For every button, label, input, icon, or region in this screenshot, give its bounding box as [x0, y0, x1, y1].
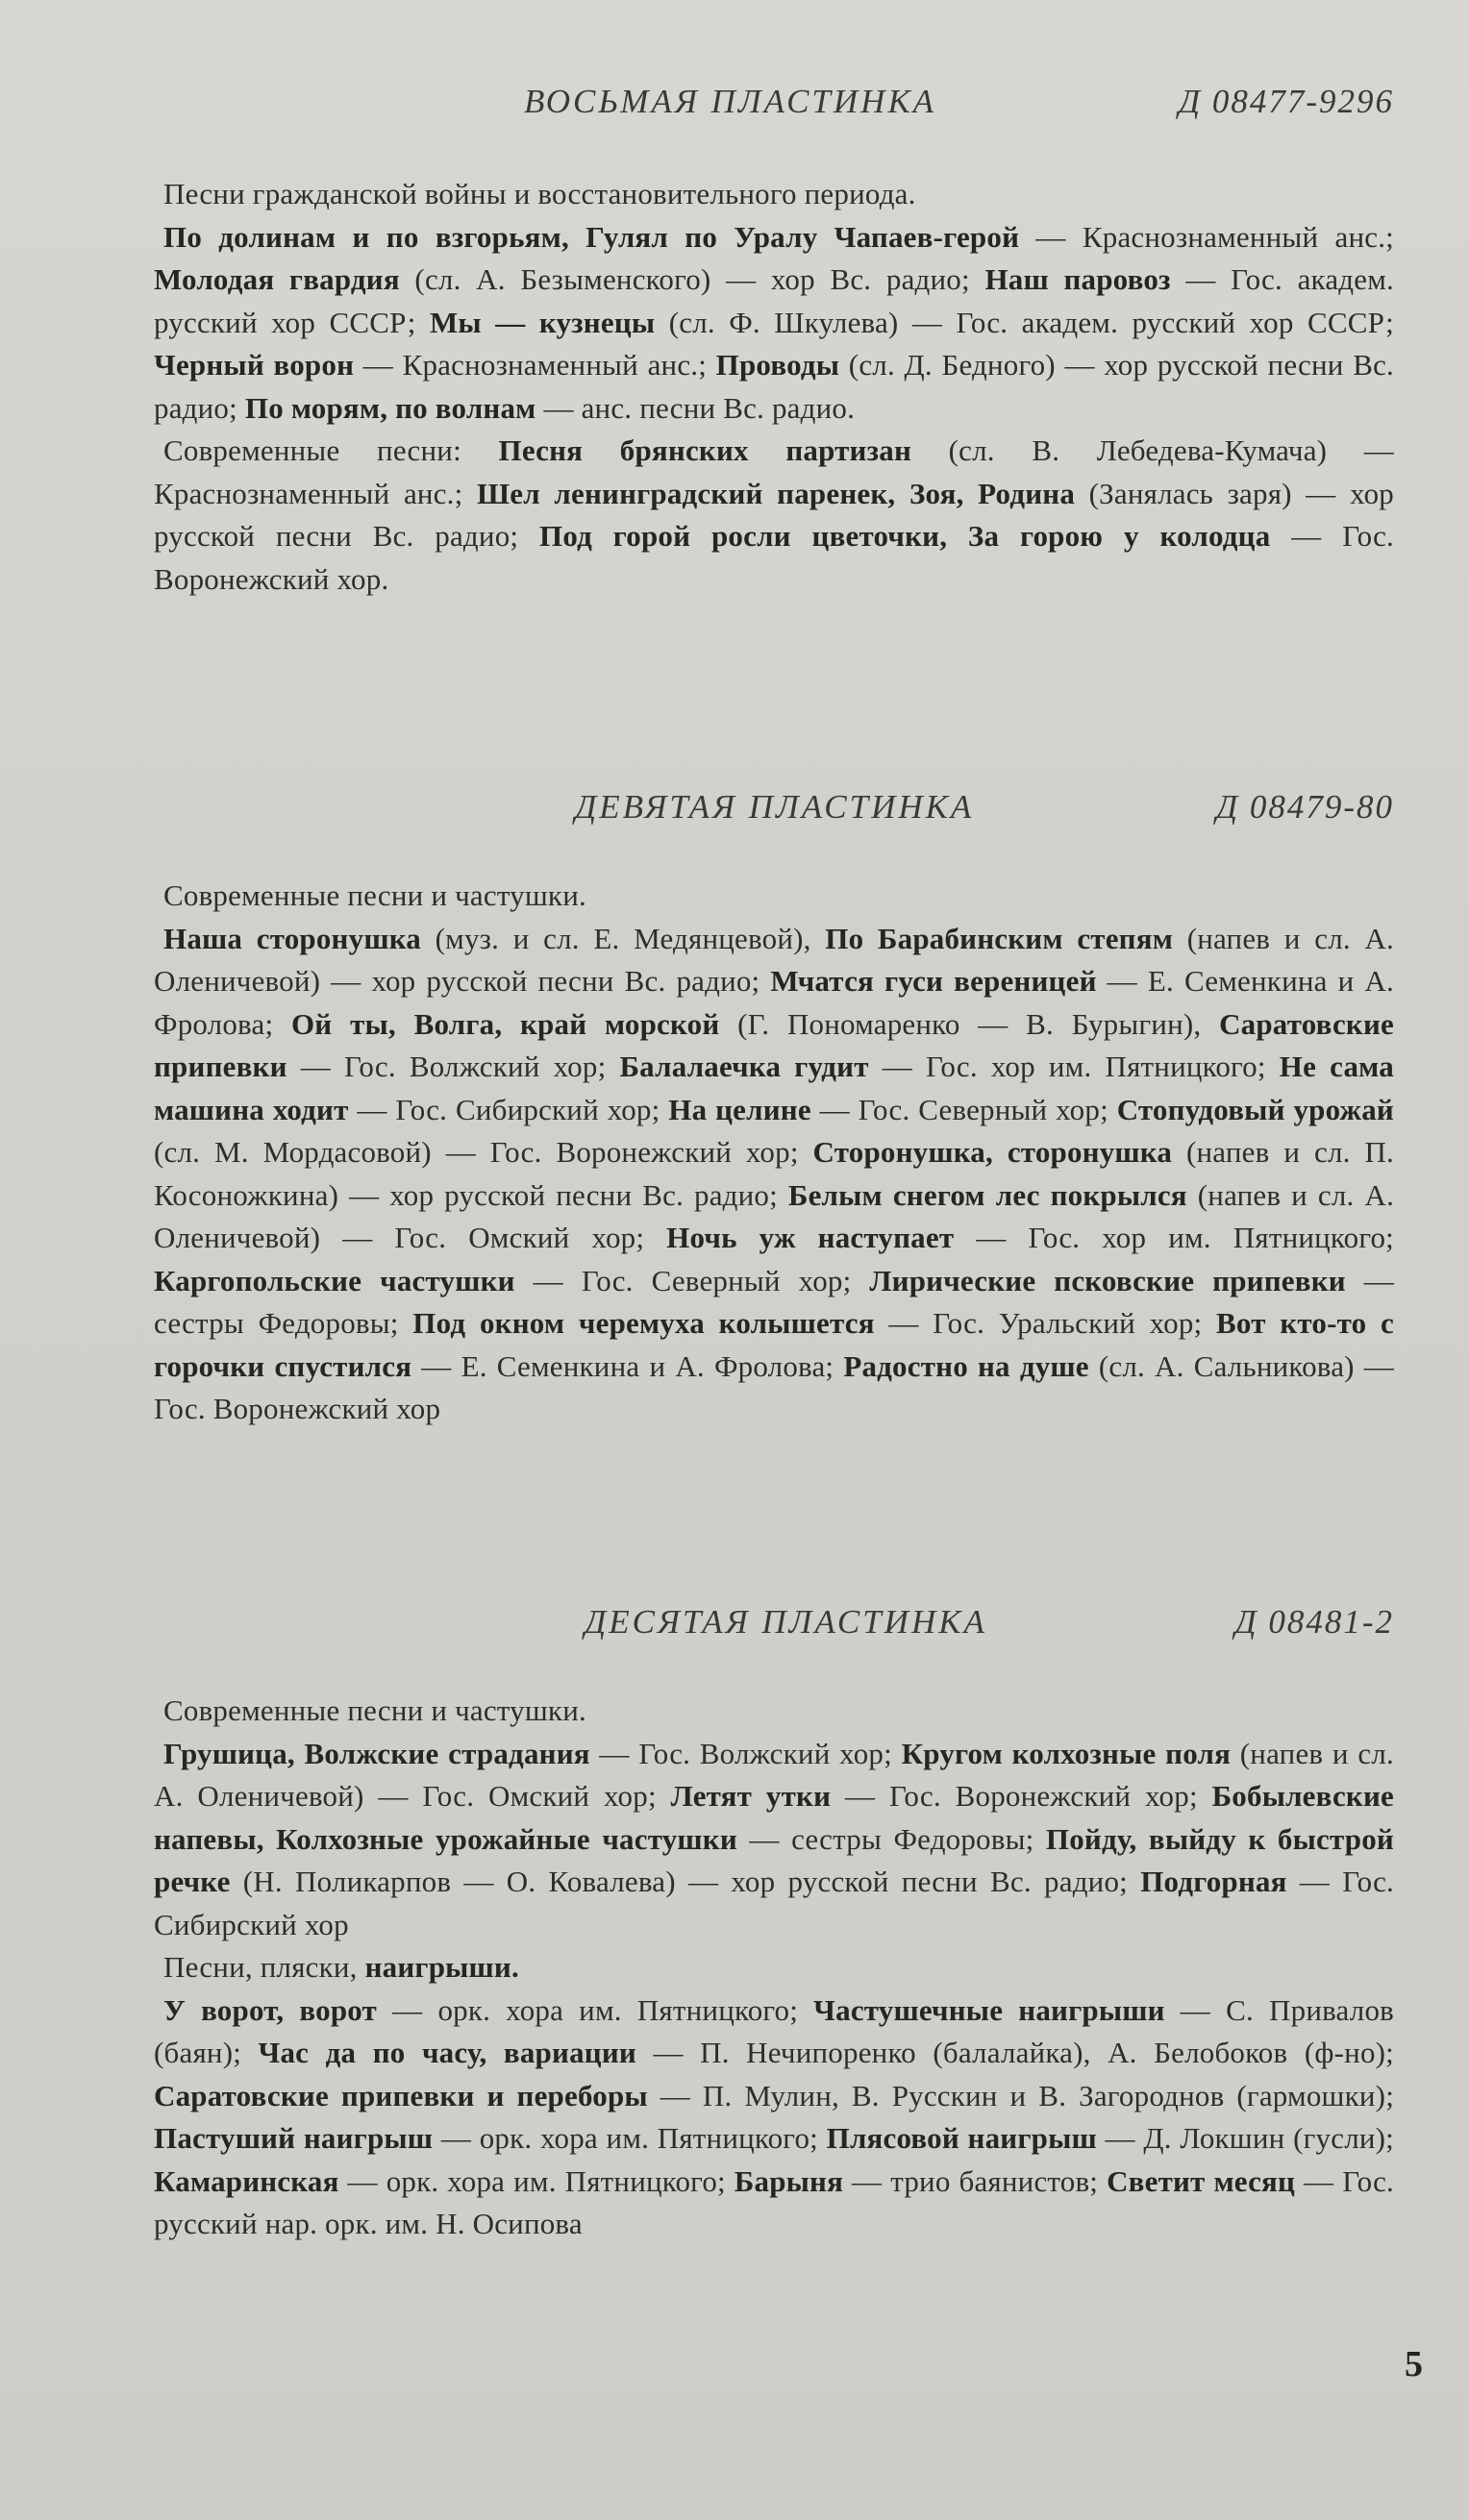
section-title: ДЕСЯТАЯ ПЛАСТИНКА: [585, 1603, 987, 1641]
song-title: Под окном черемуха колышется: [412, 1306, 875, 1340]
performer-text: — орк. хора им. Пятницкого;: [433, 2121, 827, 2155]
performer-text: — орк. хора им. Пятницкого;: [338, 2163, 734, 2198]
performer-text: (сл. А. Сальникова) — Гос. Воронежский хор: [154, 1348, 1394, 1425]
performer-text: (сл. А. Безыменского) — хор Вс. радио;: [399, 262, 985, 296]
song-title: Каргопольские частушки: [154, 1263, 515, 1297]
song-title: Светит месяц: [1107, 2163, 1296, 2198]
song-title: Черный ворон: [154, 348, 355, 382]
song-title: Бобылевские напевы, Колхозные урожайные частушки: [154, 1779, 1395, 1856]
performer-text: — Гос. Уральский хор;: [874, 1306, 1217, 1340]
performer-text: — трио баянистов;: [843, 2163, 1108, 2198]
song-title: Белым снегом лес покрылся: [787, 1177, 1187, 1212]
paragraph: [154, 1733, 1394, 1947]
performer-text: (напев и сл. А. Оленичевой) — хор русской песни Вс. радио;: [154, 921, 1395, 998]
performer-text: Песни, пляски,: [163, 1950, 365, 1984]
performer-text: Современные песни и частушки.: [163, 878, 586, 912]
performer-text: — Гос. Волжский хор;: [589, 1736, 902, 1770]
song-title: Камаринская: [154, 2163, 339, 2198]
song-title: Ой ты, Волга, край морской: [290, 1006, 720, 1041]
song-title: Под горой росли цветочки, За горою у колодца: [539, 519, 1271, 553]
song-title: Плясовой наигрыш: [826, 2121, 1097, 2155]
song-title: У ворот, ворот: [163, 1992, 377, 2027]
performer-text: — Краснознаменный анс.;: [354, 348, 716, 382]
song-title: Барыня: [734, 2163, 844, 2198]
performer-text: — орк. хора им. Пятницкого;: [377, 1992, 814, 2027]
catalog-number: Д 08481-2: [1234, 1603, 1394, 1641]
performer-text: — П. Мулин, В. Русскин и В. Загороднов (гармошки);: [647, 2078, 1395, 2112]
performer-text: (напев и сл. А. Оленичевой) — Гос. Омский хор;: [154, 1177, 1395, 1254]
performer-text: (сл. Д. Бедного) — хор русской песни Вс. радио;: [154, 348, 1395, 425]
song-title: По Барабинским степям: [825, 921, 1174, 955]
paragraph: [154, 875, 1394, 918]
song-title: Вот кто-то с горочки спустился: [154, 1306, 1395, 1383]
section-tenth-record: [154, 1603, 1394, 2246]
song-title: Проводы: [715, 348, 840, 382]
song-title: Стопудовый урожай: [1116, 1092, 1394, 1126]
performer-text: — Е. Семенкина и А. Фролова;: [411, 1348, 844, 1383]
performer-text: (напев и сл. А. Оленичевой) — Гос. Омский хор;: [154, 1736, 1394, 1813]
catalog-number: Д 08479-80: [1215, 788, 1394, 826]
song-title: Молодая гвардия: [154, 262, 400, 296]
performer-text: — Гос. Северный хор;: [514, 1263, 870, 1297]
song-title: Лирические псковские припевки: [869, 1263, 1346, 1297]
paragraph: [154, 216, 1394, 431]
song-title: Саратовские припевки и переборы: [154, 2078, 648, 2112]
page-number: 5: [1405, 2344, 1423, 2384]
song-title: Наша сторонушка: [163, 921, 421, 955]
section-header: [154, 788, 1394, 836]
performer-text: — Гос. хор им. Пятницкого;: [868, 1050, 1280, 1083]
song-title: Грушица, Волжские страдания: [163, 1736, 590, 1770]
song-title: Саратовские припевки: [154, 1006, 1395, 1083]
performer-text: (Г. Пономаренко — В. Бурыгин),: [719, 1006, 1220, 1041]
section-header: [154, 83, 1394, 131]
song-title: Шел ленинградский паренек, Зоя, Родина: [477, 476, 1076, 510]
performer-text: — Д. Локшин (гусли);: [1096, 2121, 1394, 2155]
paragraph: [154, 1946, 1394, 1989]
performer-text: (напев и сл. П. Косоножкина) — хор русской песни Вс. радио;: [154, 1135, 1394, 1212]
performer-text: (Н. Поликарпов — О. Ковалева) — хор русской песни Вс. радио;: [230, 1865, 1141, 1898]
performer-text: — Гос. Сибирский хор;: [348, 1092, 669, 1126]
song-title: Подгорная: [1140, 1865, 1287, 1898]
section-body: [154, 875, 1394, 1431]
performer-text: — Гос. Воронежский хор.: [154, 519, 1394, 596]
performer-text: — Гос. русский нар. орк. им. Н. Осипова: [154, 2163, 1394, 2240]
performer-text: (сл. М. Мордасовой) — Гос. Воронежский хор;: [154, 1135, 813, 1169]
performer-text: (сл. Ф. Шкулева) — Гос. академ. русский хор СССР;: [655, 305, 1394, 339]
song-title: Наш паровоз: [984, 262, 1171, 296]
section-title: ДЕВЯТАЯ ПЛАСТИНКА: [575, 788, 975, 826]
song-title: Пойду, выйду к быстрой речке: [154, 1821, 1394, 1898]
performer-text: — Гос. Северный хор;: [810, 1092, 1117, 1126]
song-title: Кругом колхозные поля: [901, 1736, 1232, 1770]
performer-text: (Занялась заря) — хор русской песни Вс. радио;: [154, 476, 1394, 553]
performer-text: — П. Нечипоренко (балалайка), А. Белобоков (ф-но);: [635, 2036, 1394, 2069]
section-title: ВОСЬМАЯ ПЛАСТИНКА: [524, 83, 937, 120]
song-title: наигрыши.: [364, 1950, 519, 1984]
performer-text: — Гос. Воронежский хор;: [831, 1779, 1212, 1813]
performer-text: — анс. песни Вс. радио.: [535, 390, 856, 425]
section-ninth-record: [154, 788, 1394, 1431]
song-title: Час да по часу, вариации: [258, 2036, 636, 2069]
performer-text: (муз. и сл. Е. Медянцевой),: [420, 921, 826, 955]
paragraph: [154, 1989, 1394, 2246]
performer-text: Современные песни:: [163, 433, 499, 467]
performer-text: — сестры Федоровы;: [154, 1263, 1395, 1340]
song-title: Летят утки: [670, 1779, 832, 1813]
song-title: Балалаечка гудит: [619, 1050, 869, 1083]
performer-text: Современные песни и частушки.: [163, 1693, 586, 1727]
song-title: Сторонушка, сторонушка: [812, 1135, 1173, 1169]
song-title: На целине: [668, 1092, 811, 1126]
song-title: Песня брянских партизан: [498, 433, 912, 467]
song-title: Не сама машина ходит: [154, 1050, 1394, 1126]
performer-text: — Е. Семенкина и А. Фролова;: [154, 964, 1395, 1041]
catalog-number: Д 08477-9296: [1178, 83, 1394, 120]
song-title: Радостно на душе: [843, 1348, 1089, 1383]
performer-text: — Гос. Волжский хор;: [286, 1050, 620, 1083]
section-header: [154, 1603, 1394, 1651]
performer-text: — Гос. академ. русский хор СССР;: [154, 262, 1394, 339]
section-eighth-record: [154, 83, 1394, 601]
song-title: Мчатся гуси вереницей: [770, 964, 1097, 998]
song-title: Мы — кузнецы: [429, 305, 656, 339]
song-title: Пастуший наигрыш: [154, 2121, 434, 2155]
performer-text: — Краснознаменный анс.;: [1019, 219, 1394, 254]
song-title: Частушечные наигрыши: [813, 1992, 1165, 2027]
paragraph: [154, 430, 1394, 601]
paragraph: [154, 918, 1394, 1431]
song-title: Ночь уж наступает: [666, 1221, 955, 1254]
performer-text: (сл. В. Лебедева-Кумача) — Краснознаменный анс.;: [154, 433, 1394, 510]
performer-text: — Гос. Сибирский хор: [154, 1865, 1394, 1941]
song-title: По долинам и по взгорьям, Гулял по Уралу Чапаев-герой: [163, 219, 1020, 254]
section-body: [154, 1690, 1394, 2246]
paragraph: [154, 173, 1394, 216]
paragraph: [154, 1690, 1394, 1733]
song-title: По морям, по волнам: [244, 390, 536, 425]
performer-text: — сестры Федоровы;: [736, 1821, 1046, 1856]
performer-text: Песни гражданской войны и восстановительного периода.: [163, 177, 916, 210]
performer-text: — С. Привалов (баян);: [154, 1992, 1395, 2069]
performer-text: — Гос. хор им. Пятницкого;: [954, 1221, 1394, 1254]
section-body: [154, 173, 1394, 601]
